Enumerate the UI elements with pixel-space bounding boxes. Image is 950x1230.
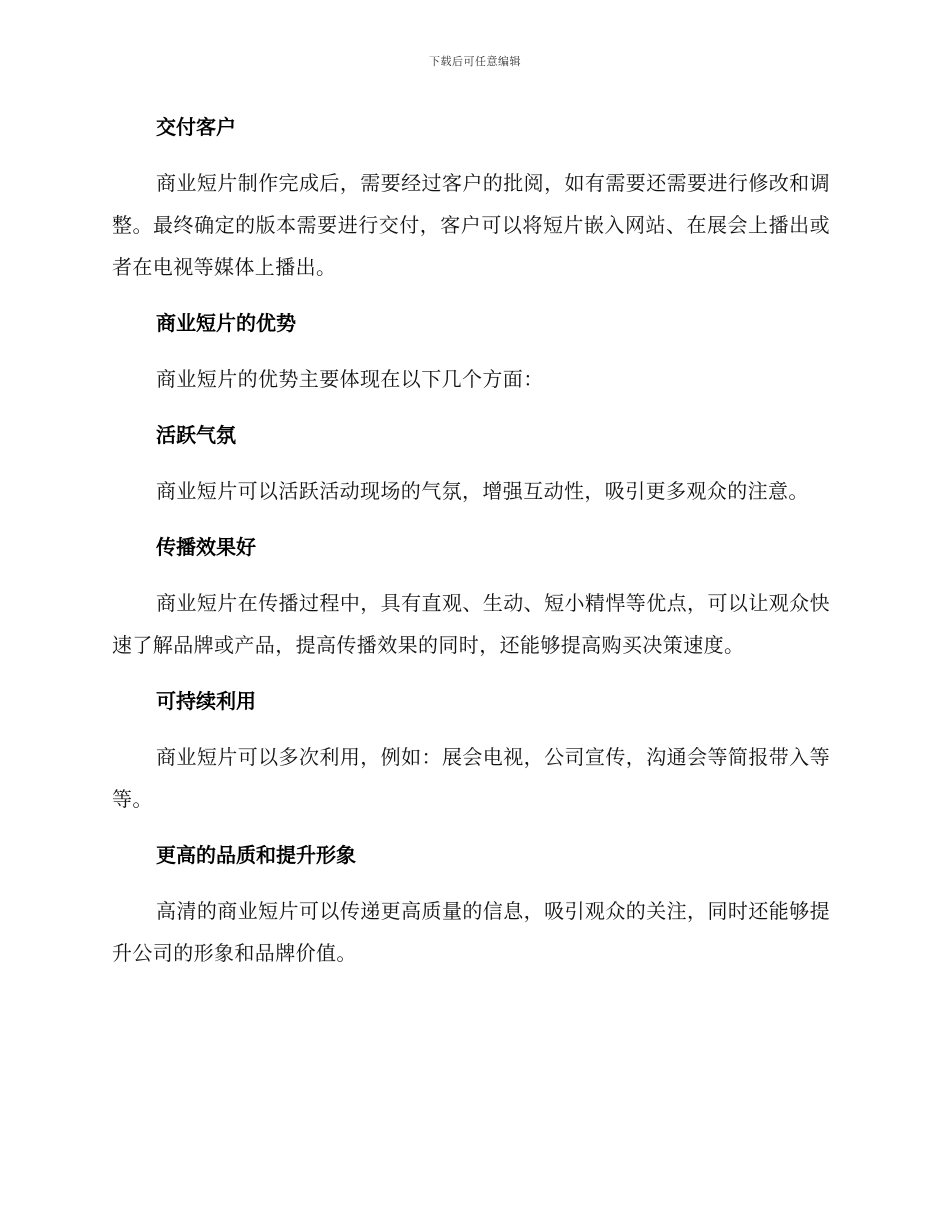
section-paragraph-reuse: 商业短片可以多次利用，例如：展会电视，公司宣传，沟通会等简报带入等等。 xyxy=(112,745,830,811)
section-heading-reuse: 可持续利用 xyxy=(156,689,256,713)
document-body xyxy=(112,108,830,974)
section-paragraph-quality-image: 高清的商业短片可以传递更高质量的信息，吸引观众的关注，同时还能够提升公司的形象和品牌价值。 xyxy=(112,899,830,965)
section-paragraph-atmosphere: 商业短片可以活跃活动现场的气氛，增强互动性，吸引更多观众的注意。 xyxy=(156,479,809,503)
page-header-note: 下载后可任意编辑 xyxy=(429,55,521,68)
section-heading-atmosphere: 活跃气氛 xyxy=(156,423,236,447)
section-heading-advantages: 商业短片的优势 xyxy=(156,311,296,335)
section-heading-delivery: 交付客户 xyxy=(156,115,236,139)
section-heading-propagation: 传播效果好 xyxy=(156,535,256,559)
section-paragraph-propagation: 商业短片在传播过程中，具有直观、生动、短小精悍等优点，可以让观众快速了解品牌或产品，提高传播效果的同时，还能够提高购买决策速度。 xyxy=(112,591,830,657)
section-paragraph-delivery: 商业短片制作完成后，需要经过客户的批阅，如有需要还需要进行修改和调整。最终确定的版本需要进行交付，客户可以将短片嵌入网站、在展会上播出或者在电视等媒体上播出。 xyxy=(112,171,830,279)
section-paragraph-advantages: 商业短片的优势主要体现在以下几个方面： xyxy=(156,367,544,391)
section-heading-quality-image: 更高的品质和提升形象 xyxy=(156,843,356,867)
